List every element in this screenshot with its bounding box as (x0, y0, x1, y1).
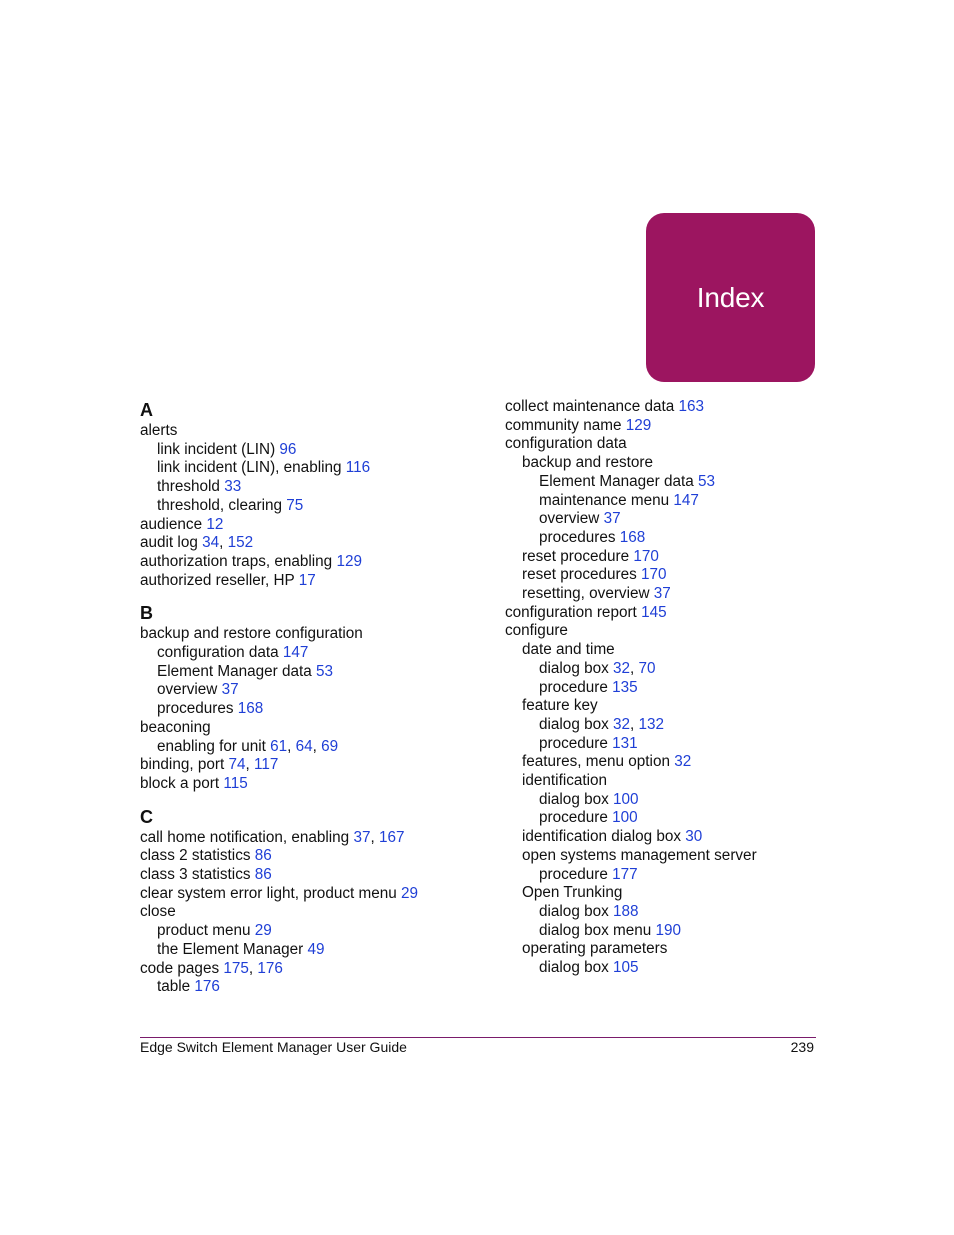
page-link[interactable]: 132 (638, 715, 665, 733)
index-term: close (140, 903, 176, 921)
index-entry (140, 572, 418, 591)
index-term: enabling for unit (157, 737, 266, 755)
page-link[interactable]: 117 (253, 756, 279, 774)
index-entry (505, 473, 757, 492)
page-link[interactable]: 74 (228, 756, 246, 774)
page-link[interactable]: 167 (378, 828, 405, 846)
index-term: reset procedure (522, 547, 630, 565)
page-link[interactable]: 49 (307, 940, 325, 958)
index-term: feature key (522, 697, 598, 715)
index-entry (505, 417, 757, 436)
page-link[interactable]: 34 (202, 534, 220, 552)
page-link[interactable]: 115 (223, 774, 248, 792)
index-entry (140, 553, 418, 572)
index-letter-heading: C (140, 806, 153, 827)
page-link[interactable]: 17 (298, 571, 316, 589)
index-term: procedures (157, 700, 234, 718)
index-term: beaconing (140, 718, 211, 736)
index-entry (140, 903, 418, 922)
index-term: procedure (539, 865, 608, 883)
index-column-right (505, 398, 757, 978)
index-entry (140, 885, 418, 904)
footer-doc-title: Edge Switch Element Manager User Guide (140, 1039, 407, 1055)
page-link[interactable]: 168 (237, 700, 264, 718)
index-term: Element Manager data (539, 472, 694, 490)
index-term: dialog box (539, 715, 609, 733)
page-link[interactable]: 147 (673, 491, 699, 509)
index-entry (140, 497, 418, 516)
index-entry (505, 791, 757, 810)
index-entry: dialog box 32, 70 (539, 659, 656, 677)
index-entry (505, 828, 757, 847)
index-term: clear system error light, product menu (140, 884, 397, 902)
index-letter-heading: A (140, 400, 153, 420)
index-entry (140, 441, 418, 460)
index-entry (140, 941, 418, 960)
page-link[interactable]: 152 (227, 534, 254, 552)
page-link[interactable]: 129 (336, 552, 362, 570)
footer-page-number: 239 (790, 1039, 814, 1055)
index-tab (646, 213, 815, 382)
index-column-left (140, 398, 418, 997)
index-entry (140, 700, 418, 719)
index-term: configuration report (505, 603, 637, 621)
page-link[interactable]: 96 (279, 440, 297, 458)
index-term: features, menu option (522, 753, 670, 771)
index-entry (505, 529, 757, 548)
index-term: Element Manager data (157, 662, 312, 680)
index-entry (505, 866, 757, 885)
index-term: maintenance menu (539, 491, 670, 509)
index-term: link incident (LIN) (157, 440, 276, 458)
index-term: table (157, 978, 191, 996)
page-link[interactable]: 147 (282, 644, 309, 662)
index-term: reset procedures (522, 566, 637, 584)
page-link[interactable]: 170 (633, 547, 659, 565)
index-term: binding, port (140, 756, 225, 774)
index-term: backup and restore (522, 454, 653, 472)
page-link[interactable]: 33 (224, 478, 242, 496)
page-link[interactable]: 163 (678, 398, 705, 415)
index-entry (505, 959, 757, 978)
page-link[interactable]: 177 (612, 865, 638, 883)
index-entry (505, 903, 757, 922)
index-term: dialog box menu (539, 921, 652, 939)
index-entry (505, 435, 757, 454)
index-entry (505, 622, 757, 641)
index-entry (505, 641, 757, 660)
page-link[interactable]: 131 (612, 734, 638, 752)
index-entry (140, 644, 418, 663)
index-term: authorized reseller, HP (140, 571, 295, 589)
index-entry (505, 772, 757, 791)
index-term: procedure (539, 678, 608, 696)
index-entry: audit log 34, 152 (140, 534, 254, 552)
index-term: procedure (539, 809, 608, 827)
index-term: configuration data (157, 644, 279, 662)
index-term: procedure (539, 734, 608, 752)
index-entry (140, 978, 418, 997)
page-link[interactable]: 37 (653, 585, 671, 603)
index-entry: dialog box 32, 132 (539, 715, 665, 733)
page-link[interactable]: 32 (613, 715, 631, 733)
page-link[interactable]: 70 (638, 659, 656, 677)
index-term: operating parameters (522, 940, 668, 958)
index-term: Open Trunking (522, 884, 623, 902)
page-link[interactable]: 86 (254, 847, 272, 865)
index-term: the Element Manager (157, 940, 304, 958)
index-entry (140, 775, 418, 794)
page-link[interactable]: 176 (194, 978, 220, 996)
page-link[interactable]: 168 (619, 528, 646, 546)
index-term: threshold, clearing (157, 496, 282, 514)
page-link[interactable]: 145 (641, 603, 667, 621)
index-term: class 2 statistics (140, 847, 251, 865)
index-entry (505, 604, 757, 623)
index-entry (505, 884, 757, 903)
index-entry (140, 922, 418, 941)
page-link[interactable]: 188 (613, 902, 639, 920)
index-term: community name (505, 416, 622, 434)
index-term: procedures (539, 528, 616, 546)
index-entry (505, 566, 757, 585)
index-entry (505, 847, 757, 866)
index-term: class 3 statistics (140, 866, 251, 884)
index-entry (505, 922, 757, 941)
index-term: identification (522, 772, 608, 790)
index-entry (505, 548, 757, 567)
page-link[interactable]: 37 (221, 681, 239, 699)
page-link[interactable]: 100 (612, 809, 638, 827)
index-term: code pages (140, 959, 220, 977)
index-term: alerts (140, 422, 178, 439)
footer-rule (140, 1037, 816, 1038)
page-link[interactable]: 75 (286, 496, 304, 514)
page-link[interactable]: 116 (345, 459, 371, 477)
index-term: date and time (522, 641, 615, 659)
page-link[interactable]: 86 (254, 866, 272, 884)
index-entry (140, 478, 418, 497)
index-term: open systems management server (522, 846, 757, 864)
index-term: configuration data (505, 435, 627, 453)
page-link[interactable]: 105 (613, 959, 639, 977)
page-link[interactable]: 190 (655, 921, 682, 939)
index-term: threshold (157, 478, 220, 496)
page-link[interactable]: 29 (401, 884, 419, 902)
index-entry (140, 866, 418, 885)
page-link[interactable]: 37 (603, 510, 621, 528)
index-term: link incident (LIN), enabling (157, 459, 342, 477)
index-entry (140, 681, 418, 700)
index-entry (505, 809, 757, 828)
page-link[interactable]: 32 (674, 753, 692, 771)
index-entry (505, 940, 757, 959)
page-link[interactable]: 64 (295, 737, 313, 755)
index-entry (505, 510, 757, 529)
index-term: dialog box (539, 902, 609, 920)
page-link[interactable]: 100 (613, 790, 639, 808)
index-term: backup and restore configuration (140, 625, 363, 643)
index-entry (140, 847, 418, 866)
index-term: resetting, overview (522, 585, 650, 603)
index-entry (505, 679, 757, 698)
index-letter-heading: B (140, 603, 153, 624)
page-link[interactable]: 175 (223, 959, 249, 977)
index-entry (505, 697, 757, 716)
page-link[interactable]: 61 (270, 737, 288, 755)
page-link[interactable]: 170 (641, 566, 667, 584)
page-link[interactable]: 53 (698, 472, 716, 490)
page-link[interactable]: 135 (612, 678, 638, 696)
index-entry (140, 422, 418, 441)
index-entry (505, 585, 757, 604)
index-term: dialog box (539, 659, 609, 677)
index-entry (140, 459, 418, 478)
index-term: overview (539, 510, 600, 528)
index-entry (140, 663, 418, 682)
index-entry (140, 625, 418, 644)
index-entry (140, 719, 418, 738)
index-entry: enabling for unit 61, 64, 69 (157, 737, 339, 755)
index-term: audit log (140, 534, 198, 552)
index-term: dialog box (539, 790, 609, 808)
index-term: call home notification, enabling (140, 828, 350, 846)
page-link[interactable]: 53 (316, 662, 334, 680)
index-entry (140, 516, 418, 535)
index-entry (505, 454, 757, 473)
index-term: overview (157, 681, 218, 699)
page-link[interactable]: 176 (257, 959, 283, 977)
index-term: audience (140, 515, 203, 533)
index-entry: call home notification, enabling 37, 167 (140, 828, 405, 846)
page-link[interactable]: 12 (206, 515, 224, 533)
page-link[interactable]: 32 (613, 659, 631, 677)
index-term: configure (505, 622, 568, 640)
index-entry: binding, port 74, 117 (140, 756, 279, 774)
index-entry: code pages 175, 176 (140, 959, 283, 977)
page-link[interactable]: 69 (321, 737, 339, 755)
page-link[interactable]: 29 (254, 922, 272, 940)
index-term: identification dialog box (522, 828, 682, 846)
index-entry (505, 398, 757, 417)
page-link[interactable]: 129 (625, 416, 652, 434)
index-term: block a port (140, 774, 220, 792)
index-term: product menu (157, 922, 251, 940)
index-title: Index (696, 281, 765, 313)
page-link[interactable]: 37 (353, 828, 371, 846)
index-entry (505, 753, 757, 772)
index-term: authorization traps, enabling (140, 552, 333, 570)
index-entry (505, 735, 757, 754)
index-term: dialog box (539, 959, 609, 977)
page-link[interactable]: 30 (685, 828, 703, 846)
index-term: collect maintenance data (505, 398, 675, 415)
index-entry (505, 492, 757, 511)
